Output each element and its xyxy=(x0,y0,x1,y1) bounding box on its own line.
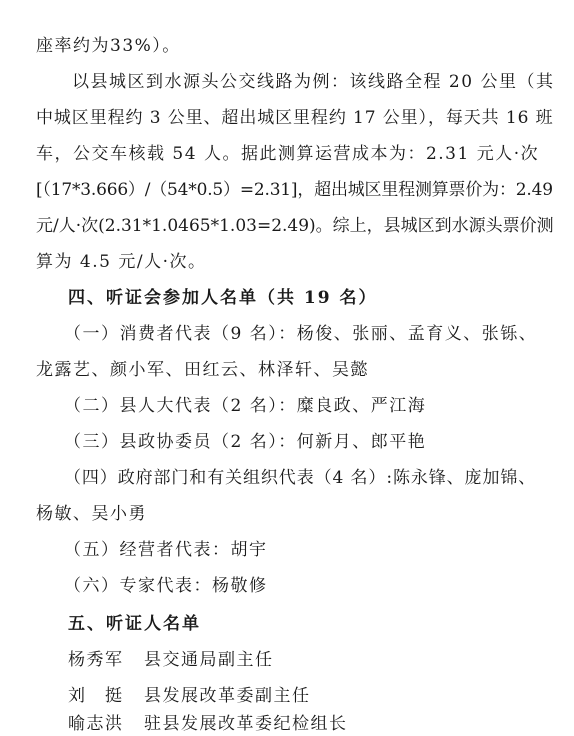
listener-name: 杨秀军 xyxy=(68,650,124,670)
listener-title: 县发展改革委副主任 xyxy=(144,686,311,706)
list-item: （四）政府部门和有关组织代表（4 名）:陈永锋、庞加锦、 xyxy=(64,468,537,488)
list-item-continuation: 龙露艺、颜小军、田红云、林泽轩、吴懿 xyxy=(36,360,369,380)
list-item: （六）专家代表：杨敬修 xyxy=(64,576,268,596)
paragraph-line: 座率约为33%）。 xyxy=(36,36,181,56)
list-item: （三）县政协委员（2 名）：何新月、郎平艳 xyxy=(64,432,427,452)
section-heading: 五、听证人名单 xyxy=(68,614,201,634)
listener-name: 刘 挺 xyxy=(68,686,124,706)
paragraph-line: 中城区里程约 3 公里、超出城区里程约 17 公里），每天共 16 班 xyxy=(36,108,554,128)
list-item-continuation: 杨敏、吴小勇 xyxy=(36,504,147,524)
listener-name: 喻志洪 xyxy=(68,714,124,734)
paragraph-line: 算为 4.5 元/人·次。 xyxy=(36,252,207,272)
listener-row xyxy=(68,684,311,708)
section-heading: 四、听证会参加人名单（共 19 名） xyxy=(68,288,378,308)
listener-row xyxy=(68,712,348,736)
listener-title: 驻县发展改革委纪检组长 xyxy=(144,714,348,734)
listener-title: 县交通局副主任 xyxy=(144,650,274,670)
list-item: （一）消费者代表（9 名）：杨俊、张丽、孟育义、张铄、 xyxy=(64,324,538,344)
paragraph-line: 元/人·次(2.31*1.0465*1.03=2.49)。综上，县城区到水源头票价测 xyxy=(36,216,554,236)
paragraph-line: 车，公交车核载 54 人。据此测算运营成本为：2.31 元人·次 xyxy=(36,144,540,164)
listener-row xyxy=(68,648,274,672)
list-item: （二）县人大代表（2 名）：糜良政、严江海 xyxy=(64,396,427,416)
list-item: （五）经营者代表：胡宇 xyxy=(64,540,268,560)
paragraph-line: [（17*3.666）/（54*0.5）=2.31]，超出城区里程测算票价为：2.49 xyxy=(36,180,553,200)
paragraph-line: 以县城区到水源头公交线路为例：该线路全程 20 公里（其 xyxy=(72,72,555,92)
